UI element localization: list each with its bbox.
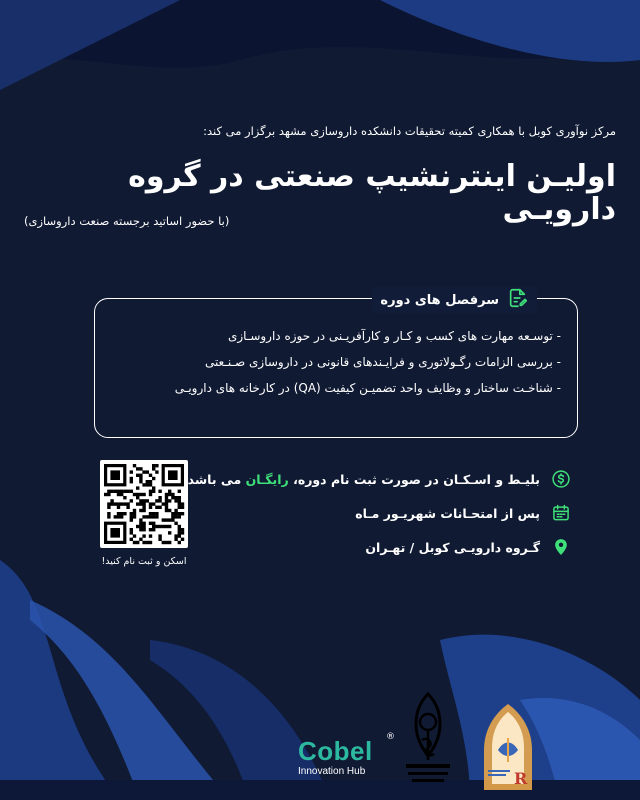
registered-mark: ® [386,732,395,742]
syllabus-item: - شناخـت ساختار و وظایف واحد تضمیـن کیفیت (QA) در کارخانه های دارویـی [174,381,561,395]
ticket-info [188,468,572,490]
syllabus-heading-label: سرفصل های دوره [380,292,499,308]
location-info [365,536,572,558]
syllabus-box [94,292,578,438]
ticket-text-end: می باشد [187,471,246,487]
document-edit-icon [507,287,529,313]
location-text: گـروه دارویـی کوبل / تهـران [365,539,540,555]
syllabus-item: - بررسی الزامات رگـولاتوری و فرایـندهای قانونی در داروسازی صـنـعتی [204,355,561,369]
research-committee-logo [398,690,458,790]
syllabus-heading [372,287,537,313]
ticket-text-start: بلیـط و اسـکـان در صورت ثبت نام دوره، [288,471,540,487]
qr-caption: اسکن و ثبت نام کنید! [101,556,187,567]
page-subtitle: (با حضور اساتید برجسته صنعت داروسازی) [24,214,230,228]
svg-text:R: R [514,769,528,788]
free-highlight: رایگـان [245,471,289,487]
date-info [355,502,572,524]
location-pin-icon [550,536,572,558]
intro-text: مرکز نوآوری کوبل با همکاری کمیته تحقیقات دانشکده داروسازی مشهد برگزار می کند: [203,124,616,138]
dollar-coin-icon [550,468,572,490]
syllabus-list [111,323,561,401]
page-title: اولیـن اینترنشیپ صنعتی در گروه دارویـی [128,159,616,227]
calendar-icon [550,502,572,524]
ticket-text [188,472,540,487]
cobel-logo: Cobel [298,736,373,766]
pharmacy-faculty-logo [478,700,538,796]
cobel-tagline: Innovation Hub [298,766,366,777]
date-text: پس از امتحـانات شهریـور مـاه [355,505,540,521]
qr-code-icon[interactable] [100,460,188,548]
syllabus-item: - توسـعه مهارت های کسب و کـار و کارآفریـنی در حوزه داروسـازی [227,329,561,343]
